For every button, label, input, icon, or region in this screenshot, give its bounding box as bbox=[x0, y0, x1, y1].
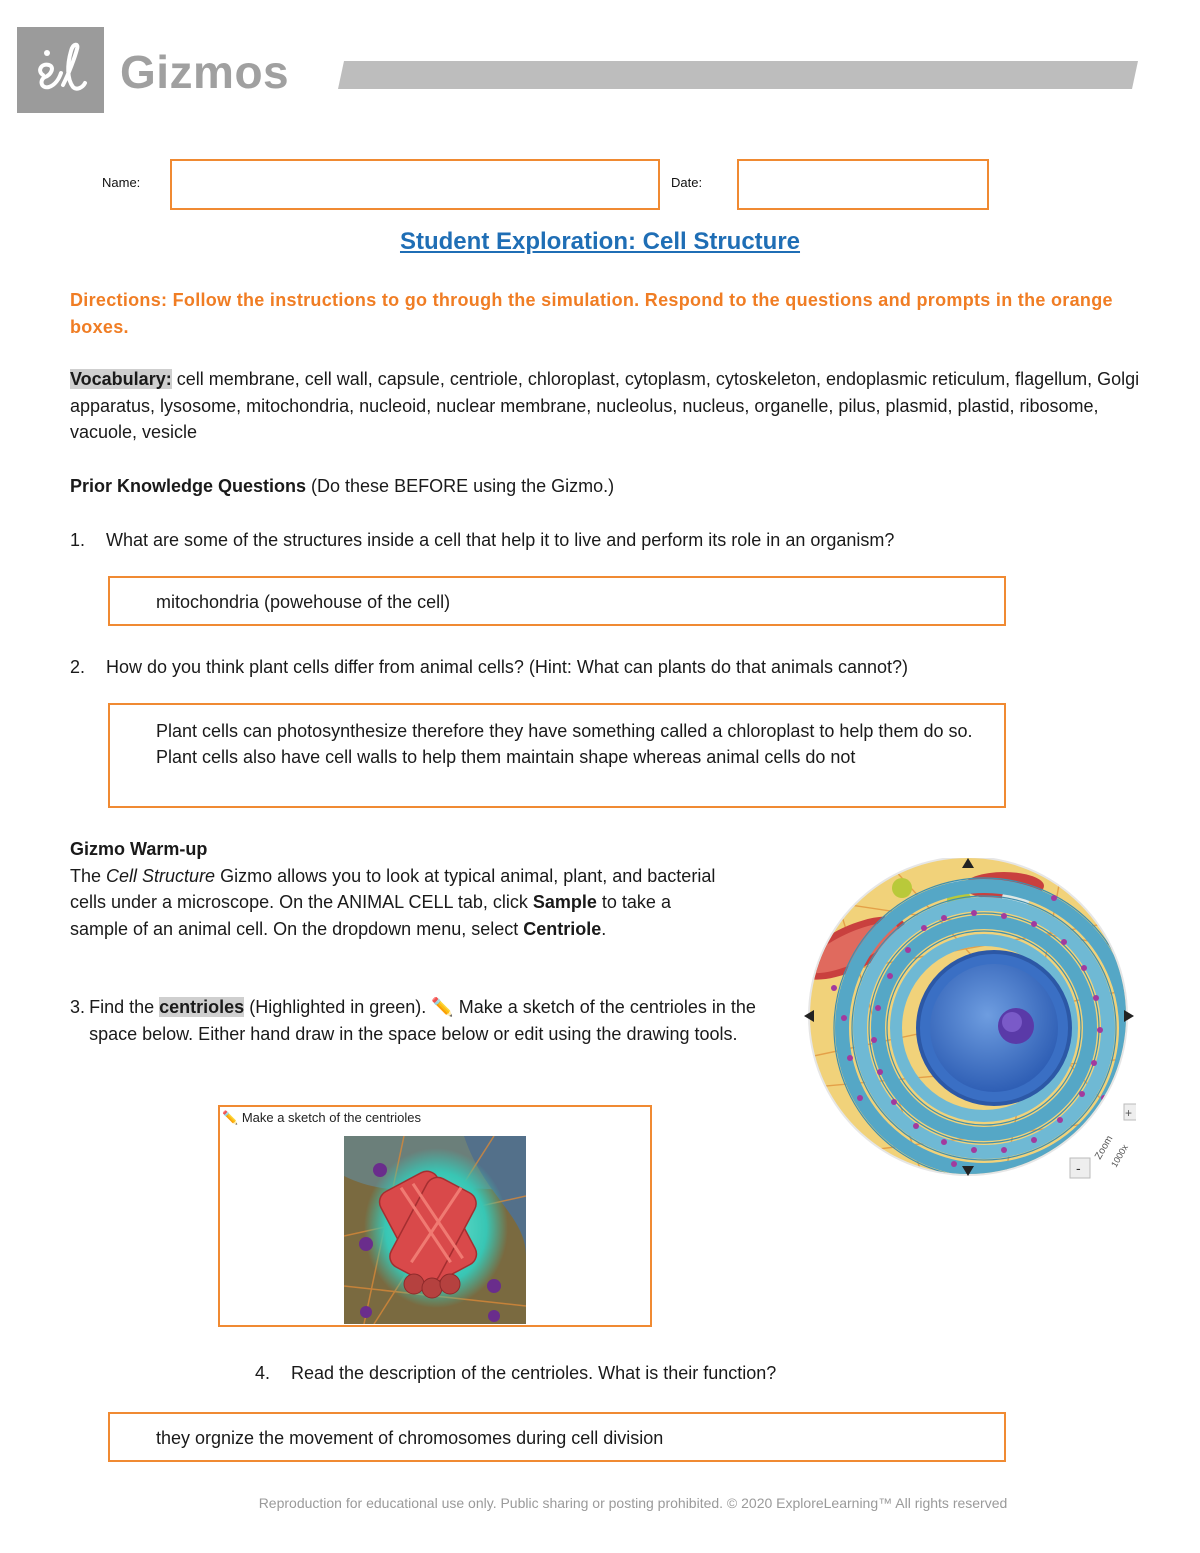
question-1 bbox=[70, 527, 1150, 554]
question-text: What are some of the structures inside a cell that help it to live and perform its role in an organism? bbox=[106, 530, 895, 550]
zoom-minus-button[interactable]: - bbox=[1076, 1160, 1081, 1176]
date-field[interactable] bbox=[737, 159, 989, 210]
q3-text: Find the bbox=[89, 997, 160, 1017]
warmup-text: . bbox=[601, 918, 607, 939]
gizmos-logo bbox=[17, 27, 104, 113]
question-number: 3. bbox=[70, 997, 86, 1017]
prior-knowledge-heading bbox=[70, 473, 614, 500]
animal-cell-image bbox=[804, 858, 1136, 1182]
centriole-keyword: Centriole bbox=[523, 918, 602, 939]
brand-name: Gizmos bbox=[120, 46, 290, 98]
centriole-image bbox=[344, 1136, 526, 1324]
question-3 bbox=[70, 994, 790, 1047]
question-text: How do you think plant cells differ from animal cells? (Hint: What can plants do that animals cannot?) bbox=[106, 657, 909, 677]
question-2 bbox=[70, 654, 1150, 681]
warmup-text: Gizmo allows you to look at typical animal, plant, and bacterial cells under a microscope. On the ANIMAL CELL tab, click bbox=[70, 865, 716, 912]
answer-text: mitochondria (powehouse of the cell) bbox=[156, 592, 451, 612]
prior-note: (Do these BEFORE using the Gizmo.) bbox=[306, 476, 615, 496]
sketch-label-text: Make a sketch of the centrioles bbox=[241, 1110, 422, 1125]
answer-box-4[interactable] bbox=[108, 1412, 1006, 1462]
answer-text: they orgnize the movement of chromosomes during cell division bbox=[156, 1428, 664, 1448]
question-text bbox=[89, 994, 790, 1047]
pencil-icon: ✏️ bbox=[431, 997, 454, 1017]
warmup-text: to take a sample of an animal cell. On the dropdown menu, select bbox=[70, 892, 671, 939]
warmup-paragraph bbox=[70, 863, 730, 943]
q3-text: (Highlighted in green). bbox=[244, 997, 432, 1017]
vocabulary-text: cell membrane, cell wall, capsule, centriole, chloroplast, cytoplasm, cytoskeleton, endoplasmic reticulum, flagellum, Golgi apparatus, lysosome, mitochondria, nucleoid, nuclear membrane, nucleolus, nucleus, organelle, pilus, plasmid, plastid, ribosome, vacuole, vesicle bbox=[70, 369, 1140, 442]
answer-box-1[interactable] bbox=[108, 576, 1006, 626]
question-number: 2. bbox=[70, 657, 86, 677]
directions-text: Directions: Follow the instructions to go through the simulation. Respond to the questions and prompts in the orange boxes. bbox=[70, 290, 1113, 337]
question-number: 4. bbox=[255, 1363, 271, 1383]
gizmo-name: Cell Structure bbox=[106, 865, 216, 886]
sketch-label bbox=[222, 1110, 421, 1126]
question-text: Read the description of the centrioles. What is their function? bbox=[291, 1363, 777, 1383]
page-title: Student Exploration: Cell Structure bbox=[399, 228, 801, 255]
q3-text: Make a sketch of the centrioles in the space below. Either hand draw in the space below or edit using the drawing tools. bbox=[89, 997, 756, 1044]
warmup-text: The bbox=[70, 865, 107, 886]
name-field[interactable] bbox=[170, 159, 660, 210]
date-label: Date: bbox=[671, 175, 703, 190]
pencil-icon: ✏️ bbox=[222, 1110, 239, 1125]
zoom-plus-button[interactable]: + bbox=[1125, 1106, 1133, 1120]
vocabulary-label: Vocabulary: bbox=[70, 369, 172, 389]
centrioles-keyword: centrioles bbox=[159, 997, 245, 1017]
el-logo-icon bbox=[17, 27, 104, 113]
prior-heading: Prior Knowledge Questions bbox=[70, 476, 307, 496]
answer-text: Plant cells can photosynthesize therefore they have something called a chloroplast to help them do so. Plant cells also have cell walls to help them maintain shape whereas animal cells do not bbox=[156, 721, 973, 767]
warmup-section bbox=[70, 836, 730, 942]
sample-keyword: Sample bbox=[532, 892, 597, 912]
name-label: Name: bbox=[102, 175, 141, 190]
question-number: 1. bbox=[70, 530, 86, 550]
answer-box-2[interactable] bbox=[108, 703, 1006, 808]
header-bar bbox=[338, 61, 1138, 89]
zoom-label: Zoom bbox=[1093, 1133, 1116, 1162]
warmup-heading: Gizmo Warm-up bbox=[70, 839, 208, 859]
footer-notice: Reproduction for educational use only. Public sharing or posting prohibited. © 2020 ExploreLearning™ All rights reserved bbox=[258, 1495, 1008, 1511]
zoom-value: 1000x bbox=[1109, 1142, 1130, 1169]
vocabulary-paragraph bbox=[70, 366, 1140, 446]
question-4 bbox=[255, 1360, 1155, 1387]
